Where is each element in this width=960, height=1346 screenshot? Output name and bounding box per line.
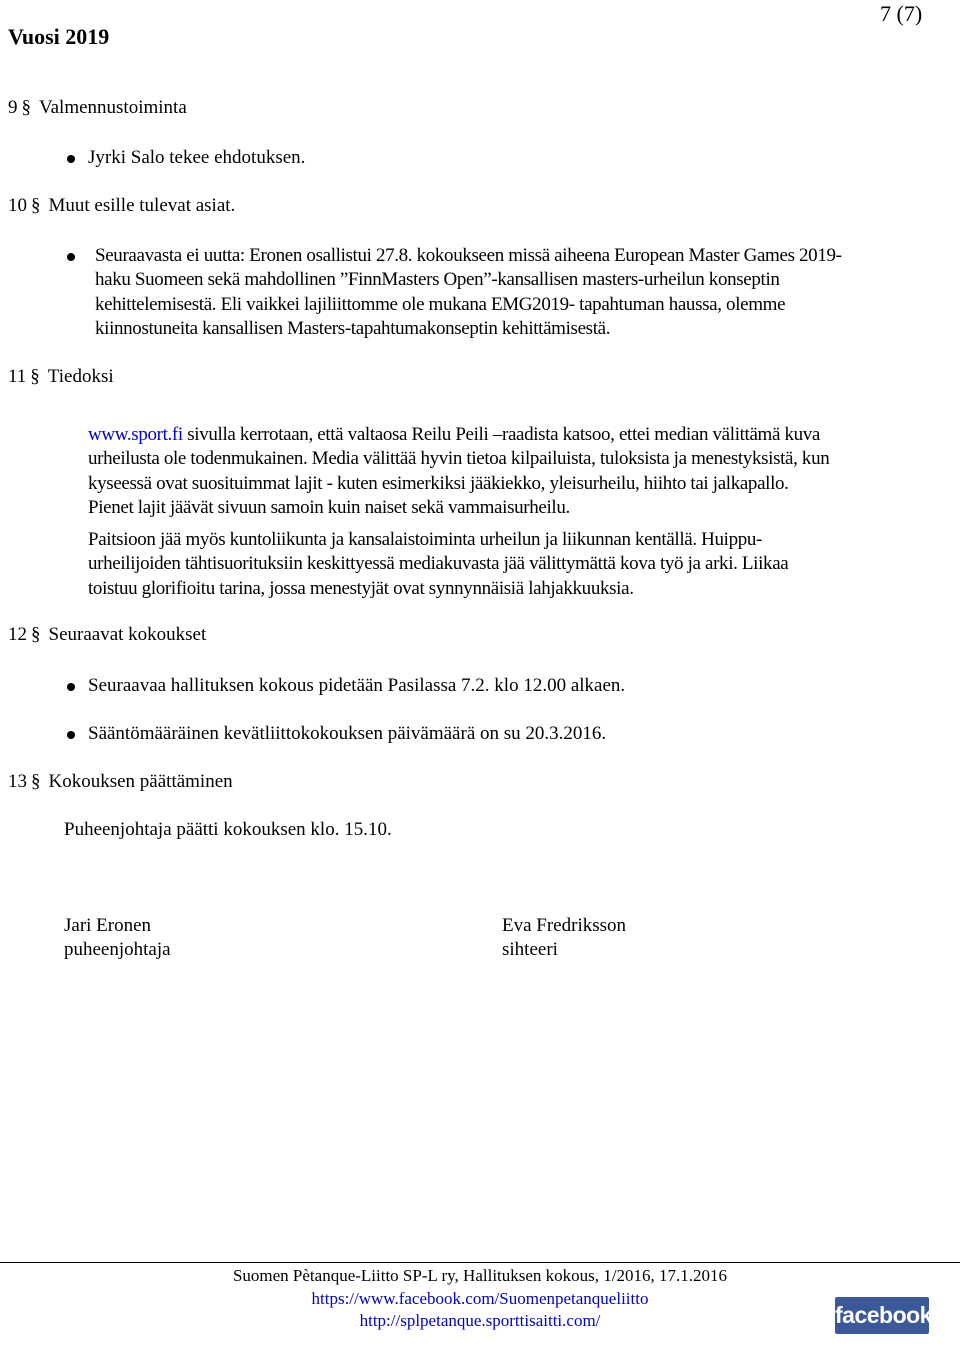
section-symbol: § bbox=[30, 366, 40, 387]
section-10-heading bbox=[8, 195, 235, 217]
footer-facebook-link-row bbox=[0, 1289, 960, 1309]
text-line: urheilusta ole todenmukainen. Media välittää hyvin tietoa kilpailuista, tuloksista ja menestyksistä, kun bbox=[88, 448, 830, 470]
text-line: urheilijoiden tähtisuorituksiin keskittyessä mediakuvasta jää välittymättä kova työ ja arki. Liikaa bbox=[88, 553, 789, 575]
footer-organization-line: Suomen Pètanque-Liitto SP-L ry, Hallituksen kokous, 1/2016, 17.1.2016 bbox=[232, 1266, 728, 1285]
section-number: 9 bbox=[8, 97, 18, 118]
text-segment: sivulla kerrotaan, että valtaosa Reilu Peili –raadista katsoo, ettei median välittämä kuva bbox=[182, 424, 821, 445]
section-title: Muut esille tulevat asiat. bbox=[48, 195, 236, 216]
signature-secretary bbox=[502, 914, 626, 963]
list-item bbox=[95, 244, 842, 341]
section-number: 13 bbox=[8, 771, 27, 792]
page-number: 7 (7) bbox=[880, 1, 923, 26]
footer-site-link-row bbox=[0, 1311, 960, 1331]
list-item: Jyrki Salo tekee ehdotuksen. bbox=[88, 147, 306, 168]
info-paragraph-1 bbox=[88, 423, 829, 520]
text-line: Pienet lajit jäävät sivuun samoin kuin naiset sekä vammaisurheilu. bbox=[88, 496, 570, 518]
info-paragraph-2 bbox=[88, 528, 788, 601]
document-year-title: Vuosi 2019 bbox=[8, 24, 110, 49]
section-title: Tiedoksi bbox=[47, 366, 114, 387]
section-9-heading bbox=[8, 97, 187, 119]
list-item: Sääntömääräinen kevätliittokokouksen päivämäärä on su 20.3.2016. bbox=[88, 723, 607, 744]
section-12-heading bbox=[8, 624, 206, 646]
closing-statement: Puheenjohtaja päätti kokouksen klo. 15.10. bbox=[64, 819, 392, 840]
bullet-icon bbox=[67, 155, 75, 163]
text-line: toistuu glorifioitu tarina, jossa menestyjät ovat synnynnäisiä lahjakkuuksia. bbox=[88, 577, 634, 599]
signer-role: puheenjohtaja bbox=[64, 939, 171, 961]
section-title: Kokouksen päättäminen bbox=[48, 771, 233, 792]
section-symbol: § bbox=[31, 771, 41, 792]
signer-role: sihteeri bbox=[502, 939, 558, 961]
text-line: Seuraavasta ei uutta: Eronen osallistui 27.8. kokoukseen missä aiheena European Master Games 2019- bbox=[95, 245, 842, 266]
signer-name: Eva Fredriksson bbox=[502, 915, 627, 936]
section-symbol: § bbox=[31, 195, 41, 216]
signer-name: Jari Eronen bbox=[64, 915, 152, 936]
website-link[interactable]: http://splpetanque.sporttisaitti.com/ bbox=[359, 1311, 601, 1330]
facebook-link[interactable]: https://www.facebook.com/Suomenpetanqueliitto bbox=[311, 1289, 649, 1308]
bullet-icon bbox=[67, 731, 75, 739]
section-13-heading bbox=[8, 771, 233, 793]
section-number: 12 bbox=[8, 624, 27, 645]
text-line: Paitsioon jää myös kuntoliikunta ja kansalaistoiminta urheilun ja liikunnan kentällä. Huippu- bbox=[88, 529, 763, 550]
list-item: Seuraavaa hallituksen kokous pidetään Pasilassa 7.2. klo 12.00 alkaen. bbox=[88, 675, 626, 696]
text-line: kyseessä ovat suosituimmat lajit - kuten esimerkiksi jääkiekko, yleisurheilu, hiihto tai jalkapallo. bbox=[88, 472, 789, 494]
section-title: Valmennustoiminta bbox=[39, 97, 187, 118]
text-line bbox=[88, 423, 829, 447]
section-number: 11 bbox=[8, 366, 27, 387]
signature-chair bbox=[64, 914, 171, 963]
section-title: Seuraavat kokoukset bbox=[48, 624, 207, 645]
section-symbol: § bbox=[21, 97, 31, 118]
section-number: 10 bbox=[8, 195, 27, 216]
sport-fi-link[interactable]: www.sport.fi bbox=[88, 424, 183, 445]
facebook-logo-icon[interactable]: facebook bbox=[835, 1297, 929, 1334]
text-line: haku Suomeen sekä mahdollinen ”FinnMasters Open”-kansallisen masters-urheilun konseptin bbox=[95, 269, 780, 291]
footer-divider bbox=[0, 1262, 960, 1263]
section-11-heading bbox=[8, 366, 114, 388]
bullet-icon bbox=[67, 683, 75, 691]
section-symbol: § bbox=[31, 624, 41, 645]
bullet-icon bbox=[67, 253, 75, 261]
text-line: kiinnostuneita kansallisen Masters-tapahtumakonseptin kehittämisestä. bbox=[95, 317, 611, 339]
text-line: kehittelemisestä. Eli vaikkei lajiliittomme ole mukana EMG2019- tapahtuman haussa, olemme bbox=[95, 293, 786, 315]
